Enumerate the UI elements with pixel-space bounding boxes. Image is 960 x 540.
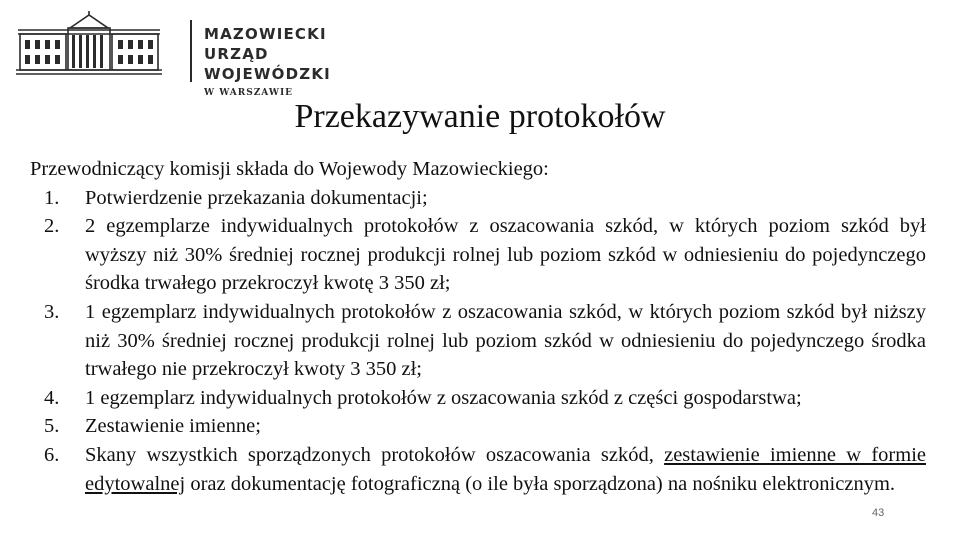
item-6-text-before: Skany wszystkich sporządzonych protokołów oszacowania szkód, xyxy=(85,443,665,466)
slide-content xyxy=(30,155,926,498)
slide-title-text: Przekazywanie protokołów xyxy=(294,98,666,135)
logo xyxy=(14,6,374,98)
page-number: 43 xyxy=(872,507,885,519)
logo-text xyxy=(204,24,374,98)
building-icon xyxy=(14,8,164,76)
logo-line-1: MAZOWIECKI xyxy=(204,25,327,43)
logo-divider xyxy=(190,20,192,82)
slide-title xyxy=(0,98,960,136)
logo-line-3: W WARSZAWIE xyxy=(204,88,294,98)
intro-text: Przewodniczący komisji składa do Wojewody Mazowieckiego: xyxy=(30,158,549,180)
list-item: 1 egzemplarz indywidualnych protokołów z oszacowania szkód, w których poziom szkód był niższy niż 30% średniej rocznej produkcji rolnej lub poziom szkód w odniesieniu do pojedynczego środka trwałego nie przekroczył kwoty 3 350 zł; xyxy=(85,300,926,381)
list-item: Potwierdzenie przekazania dokumentacji; xyxy=(85,186,428,209)
list-item xyxy=(85,441,926,498)
list-item: 1 egzemplarz indywidualnych protokołów z oszacowania szkód z części gospodarstwa; xyxy=(85,386,802,409)
item-6-text-after: oraz dokumentację fotograficzną (o ile była sporządzona) na nośniku elektronicznym. xyxy=(185,472,896,495)
list-item: 2 egzemplarze indywidualnych protokołów z oszacowania szkód, w których poziom szkód był wyższy niż 30% średniej rocznej produkcji rolnej lub poziom szkód w odniesieniu do pojedynczego środka trwałego przekroczył kwotę 3 350 zł; xyxy=(85,215,926,295)
items-list xyxy=(30,184,926,499)
logo-line-2: URZĄD WOJEWÓDZKI xyxy=(204,45,331,83)
list-item: Zestawienie imienne; xyxy=(85,415,261,438)
item-6-underlined-text: zestawienie imienne w formie edytowalnej xyxy=(85,443,926,495)
